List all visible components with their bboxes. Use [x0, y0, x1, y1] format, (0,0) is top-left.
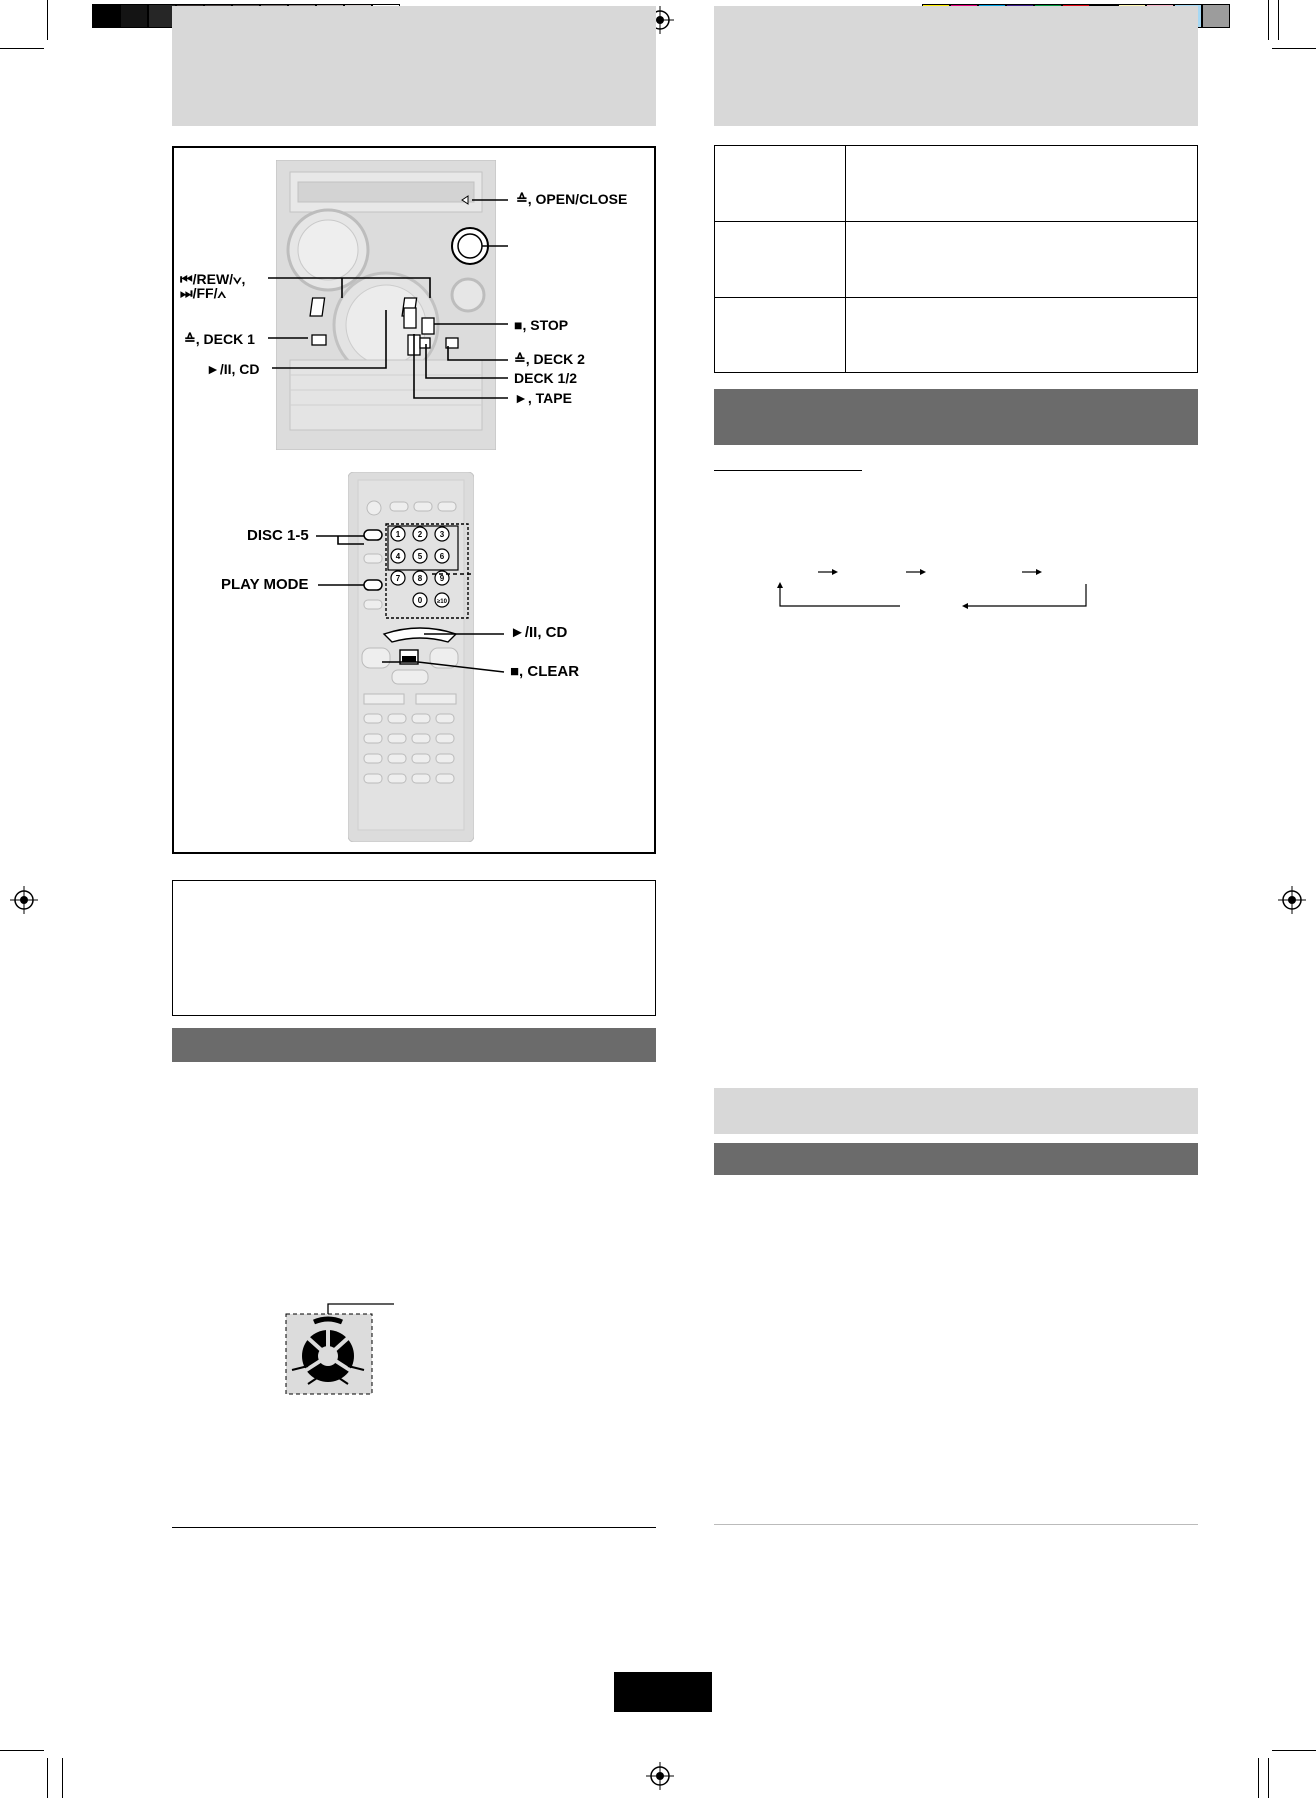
table-row — [715, 146, 1197, 222]
remote-number-key-label: 8 — [417, 574, 423, 583]
crop-mark-br-v — [1268, 1758, 1269, 1798]
remote-leader-lines — [172, 500, 656, 700]
left-footer-rule — [172, 1527, 656, 1528]
right-section-heading-bar — [714, 389, 1198, 445]
open-close-label: ≙, OPEN/CLOSE — [516, 191, 628, 207]
page-number-box — [614, 1672, 712, 1712]
crop-mark-bl-v2 — [62, 1758, 63, 1798]
table-column-divider — [845, 146, 846, 372]
cd-tray-icon — [280, 1302, 400, 1396]
play-mode-label: PLAY MODE — [221, 576, 309, 593]
registration-target-icon — [1278, 886, 1306, 914]
table-row — [715, 222, 1197, 298]
crop-mark-bl-h — [0, 1750, 44, 1751]
remote-number-key-label: 1 — [395, 530, 401, 539]
crop-mark-bl-v — [47, 1758, 48, 1798]
table-row — [715, 298, 1197, 374]
remote-number-key-label: 3 — [439, 530, 445, 539]
right-header-panel — [714, 6, 1198, 126]
deck1-label: ≙, DECK 1 — [184, 331, 255, 347]
color-swatch — [92, 4, 120, 28]
crop-mark-br-h — [1272, 1750, 1316, 1751]
crop-mark-tl-v — [47, 0, 48, 40]
right-lower-dark-bar — [714, 1143, 1198, 1175]
left-section-heading-bar — [172, 1028, 656, 1062]
remote-play-cd-label: ►/II, CD — [510, 624, 568, 641]
right-lower-grey-panel — [714, 1088, 1198, 1134]
color-swatch — [120, 4, 148, 28]
play-cd-label: ►/II, CD — [206, 361, 260, 377]
info-table — [714, 145, 1198, 373]
remote-number-key-label: 4 — [395, 552, 401, 561]
tape-label: ►, TAPE — [514, 390, 572, 406]
subheading-underline — [714, 470, 862, 471]
stop-label: ■, STOP — [514, 317, 569, 333]
registration-target-icon — [10, 886, 38, 914]
play-mode-flow-diagram — [770, 562, 1096, 614]
crop-mark-tr-v — [1268, 0, 1269, 40]
color-swatch — [1202, 4, 1230, 28]
note-box — [172, 880, 656, 1016]
remote-stop-clear-label: ■, CLEAR — [510, 663, 580, 680]
right-footer-rule — [714, 1524, 1198, 1525]
rew-ff-label: ⏮/REW/∨, — [180, 271, 246, 287]
disc-label: DISC 1-5 — [247, 527, 309, 544]
registration-target-icon — [646, 1762, 674, 1790]
crop-mark-tl-h — [0, 48, 44, 49]
crop-mark-tr-v2 — [1278, 0, 1279, 40]
remote-number-key-label: 0 — [417, 596, 423, 605]
remote-number-key-label: 6 — [439, 552, 445, 561]
crop-mark-br-v2 — [1258, 1758, 1259, 1798]
remote-number-key-label: 7 — [395, 574, 401, 583]
remote-number-key-label: 9 — [439, 574, 445, 583]
remote-number-key-label: 2 — [417, 530, 423, 539]
deck2-label: ≙, DECK 2 — [514, 351, 585, 367]
remote-number-key-label: ≥10 — [437, 599, 447, 605]
deck12-label: DECK 1/2 — [514, 370, 578, 386]
rew-ff-label-line2: ⏭/FF/∧ — [180, 285, 226, 301]
remote-number-key-label: 5 — [417, 552, 423, 561]
left-header-panel — [172, 6, 656, 126]
crop-mark-tr-h — [1272, 48, 1316, 49]
